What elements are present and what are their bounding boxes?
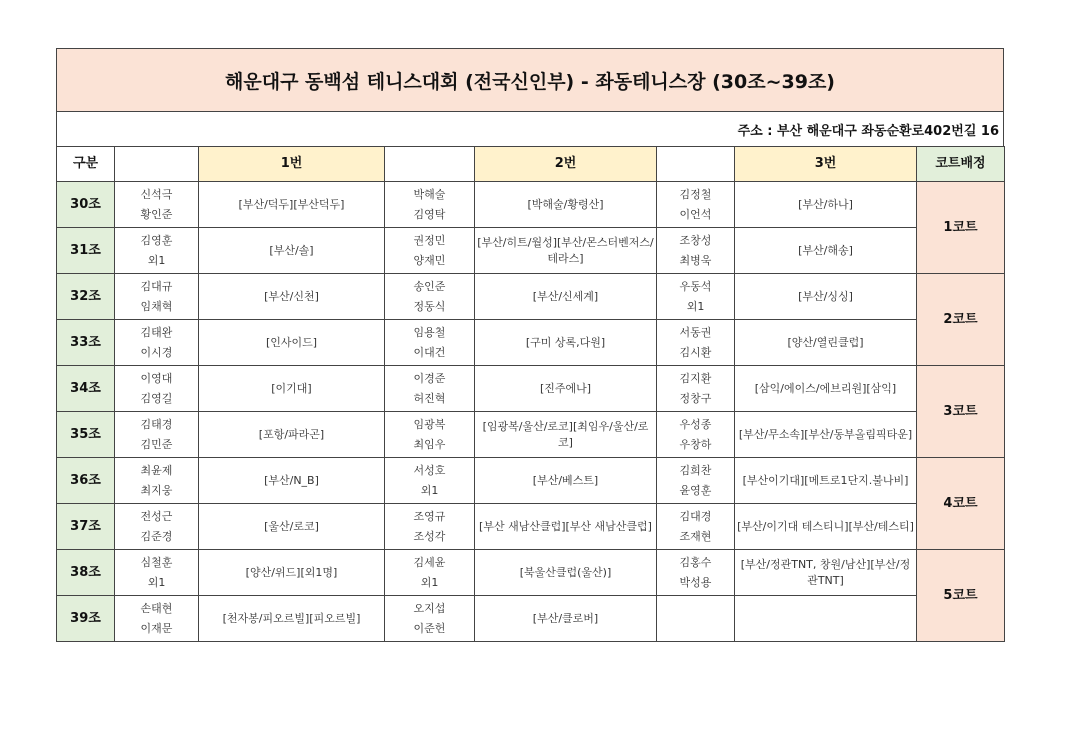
players-slot-2 [385,320,475,366]
player-name: 임광복 [413,417,446,431]
player-name: 이영대 [140,371,173,385]
player-name: 정동식 [413,299,446,313]
players-slot-2 [385,228,475,274]
group-label: 33조 [57,320,115,366]
group-label: 34조 [57,366,115,412]
player-name: 외1 [147,575,166,589]
header-slot-2: 2번 [475,147,657,182]
player-name: 임용철 [413,325,446,339]
header-group: 구분 [57,147,115,182]
player-name: 정창구 [679,391,712,405]
player-name: 조성각 [413,529,446,543]
player-name: 허진혁 [413,391,446,405]
group-label: 30조 [57,182,115,228]
court-assignment: 4코트 [917,458,1005,550]
player-name: 김영탁 [413,207,446,221]
team-slot-2: [박해술/황령산] [475,182,657,228]
player-name: 김희찬 [679,463,712,477]
players-slot-3 [657,182,735,228]
player-name: 김태완 [140,325,173,339]
team-slot-2: [임광복/울산/로코][최임우/울산/로코] [475,412,657,458]
player-name: 김영훈 [140,233,173,247]
player-name: 서성호 [413,463,446,477]
team-slot-3: [부산/정관TNT, 창원/남산][부산/정관TNT] [735,550,917,596]
players-slot-1 [115,228,199,274]
players-slot-3 [657,504,735,550]
player-name: 송인준 [413,279,446,293]
player-name: 조영규 [413,509,446,523]
players-slot-2 [385,596,475,642]
player-name: 최윤제 [140,463,173,477]
table-row [57,596,1005,642]
player-name: 전성근 [140,509,173,523]
player-name: 최병욱 [679,253,712,267]
players-slot-1 [115,458,199,504]
player-name: 김지환 [679,371,712,385]
player-name: 조재현 [679,529,712,543]
player-name: 우창하 [679,437,712,451]
team-slot-1: [부산/신천] [199,274,385,320]
players-slot-2 [385,274,475,320]
player-name: 이대건 [413,345,446,359]
group-label: 35조 [57,412,115,458]
table-row [57,550,1005,596]
player-name: 우동석 [679,279,712,293]
players-slot-1 [115,550,199,596]
players-slot-1 [115,366,199,412]
players-slot-3 [657,274,735,320]
team-slot-2: [북울산클럽(울산)] [475,550,657,596]
player-name: 박해술 [413,187,446,201]
group-label: 39조 [57,596,115,642]
team-slot-3 [735,596,917,642]
header-slot-1: 1번 [199,147,385,182]
player-name: 김민준 [140,437,173,451]
player-name: 김대경 [679,509,712,523]
team-slot-3: [부산/싱싱] [735,274,917,320]
team-slot-1: [울산/로코] [199,504,385,550]
venue-address: 주소 : 부산 해운대구 좌동순환로402번길 16 [56,112,1004,146]
tournament-sheet [56,48,1004,642]
player-name: 우성종 [679,417,712,431]
team-slot-2: [부산/클로버] [475,596,657,642]
player-name: 최지웅 [140,483,173,497]
players-slot-1 [115,596,199,642]
players-slot-1 [115,504,199,550]
player-name: 임채혁 [140,299,173,313]
players-slot-2 [385,366,475,412]
table-row [57,320,1005,366]
player-name: 손태현 [140,601,173,615]
header-blank [115,147,199,182]
court-assignment: 1코트 [917,182,1005,274]
players-slot-1 [115,412,199,458]
table-row [57,366,1005,412]
player-name: 김대규 [140,279,173,293]
header-slot-3: 3번 [735,147,917,182]
players-slot-1 [115,182,199,228]
team-slot-2: [진주에나] [475,366,657,412]
team-slot-1: [부산/N_B] [199,458,385,504]
schedule-table [56,146,1005,642]
player-name: 김정철 [679,187,712,201]
header-row [57,147,1005,182]
player-name: 황인준 [140,207,173,221]
player-name: 최임우 [413,437,446,451]
group-label: 36조 [57,458,115,504]
players-slot-3 [657,550,735,596]
players-slot-2 [385,504,475,550]
team-slot-1: [이기대] [199,366,385,412]
player-name: 외1 [420,575,439,589]
header-blank [385,147,475,182]
team-slot-3: [양산/열린클럽] [735,320,917,366]
team-slot-1: [천자봉/피오르빌][피오르빌] [199,596,385,642]
player-name: 이시경 [140,345,173,359]
players-slot-3 [657,320,735,366]
sheet-title: 해운대구 동백섬 테니스대회 (전국신인부) - 좌동테니스장 (30조~39조) [56,48,1004,112]
court-assignment: 2코트 [917,274,1005,366]
player-name: 권정민 [413,233,446,247]
group-label: 31조 [57,228,115,274]
players-slot-3 [657,228,735,274]
player-name: 박성용 [679,575,712,589]
team-slot-2: [부산 새남산클럽][부산 새남산클럽] [475,504,657,550]
player-name: 외1 [420,483,439,497]
team-slot-3: [부산/이기대 테스티니][부산/테스티] [735,504,917,550]
player-name: 조창성 [679,233,712,247]
team-slot-1: [포항/파라곤] [199,412,385,458]
court-assignment: 5코트 [917,550,1005,642]
player-name: 심철훈 [140,555,173,569]
team-slot-3: [삼익/에이스/에브리원][삼익] [735,366,917,412]
player-name: 김준경 [140,529,173,543]
players-slot-3 [657,412,735,458]
player-name: 김세윤 [413,555,446,569]
team-slot-2: [부산/히트/월성][부산/몬스터벤저스/테라스] [475,228,657,274]
team-slot-1: [부산/솔] [199,228,385,274]
player-name: 외1 [686,299,705,313]
players-slot-1 [115,274,199,320]
team-slot-1: [부산/덕두][부산덕두] [199,182,385,228]
player-name: 오지섭 [413,601,446,615]
players-slot-2 [385,458,475,504]
team-slot-3: [부산/해송] [735,228,917,274]
player-name: 이언석 [679,207,712,221]
player-name: 김태경 [140,417,173,431]
players-slot-3 [657,458,735,504]
group-label: 37조 [57,504,115,550]
table-row [57,412,1005,458]
player-name: 외1 [147,253,166,267]
players-slot-3 [657,366,735,412]
player-name: 김홍수 [679,555,712,569]
player-name: 윤영훈 [679,483,712,497]
table-row [57,274,1005,320]
table-row [57,182,1005,228]
players-slot-3 [657,596,735,642]
court-assignment: 3코트 [917,366,1005,458]
player-name [657,619,734,639]
team-slot-2: [구미 상록,다원] [475,320,657,366]
players-slot-2 [385,550,475,596]
header-blank [657,147,735,182]
player-name: 김영길 [140,391,173,405]
player-name: 이경준 [413,371,446,385]
players-slot-2 [385,182,475,228]
team-slot-2: [부산/베스트] [475,458,657,504]
player-name: 신석극 [140,187,173,201]
player-name: 서동권 [679,325,712,339]
table-row [57,504,1005,550]
team-slot-3: [부산/무소속][부산/동부올림픽타운] [735,412,917,458]
table-row [57,228,1005,274]
team-slot-2: [부산/신세계] [475,274,657,320]
group-label: 38조 [57,550,115,596]
player-name: 이재문 [140,621,173,635]
group-label: 32조 [57,274,115,320]
team-slot-1: [인사이드] [199,320,385,366]
player-name: 김시환 [679,345,712,359]
players-slot-2 [385,412,475,458]
team-slot-3: [부산/하나] [735,182,917,228]
player-name [657,599,734,619]
player-name: 이준헌 [413,621,446,635]
header-court: 코트배정 [917,147,1005,182]
table-row [57,458,1005,504]
team-slot-3: [부산이기대][메트로1단지.불나비] [735,458,917,504]
team-slot-1: [양산/위드][외1명] [199,550,385,596]
player-name: 양재민 [413,253,446,267]
players-slot-1 [115,320,199,366]
